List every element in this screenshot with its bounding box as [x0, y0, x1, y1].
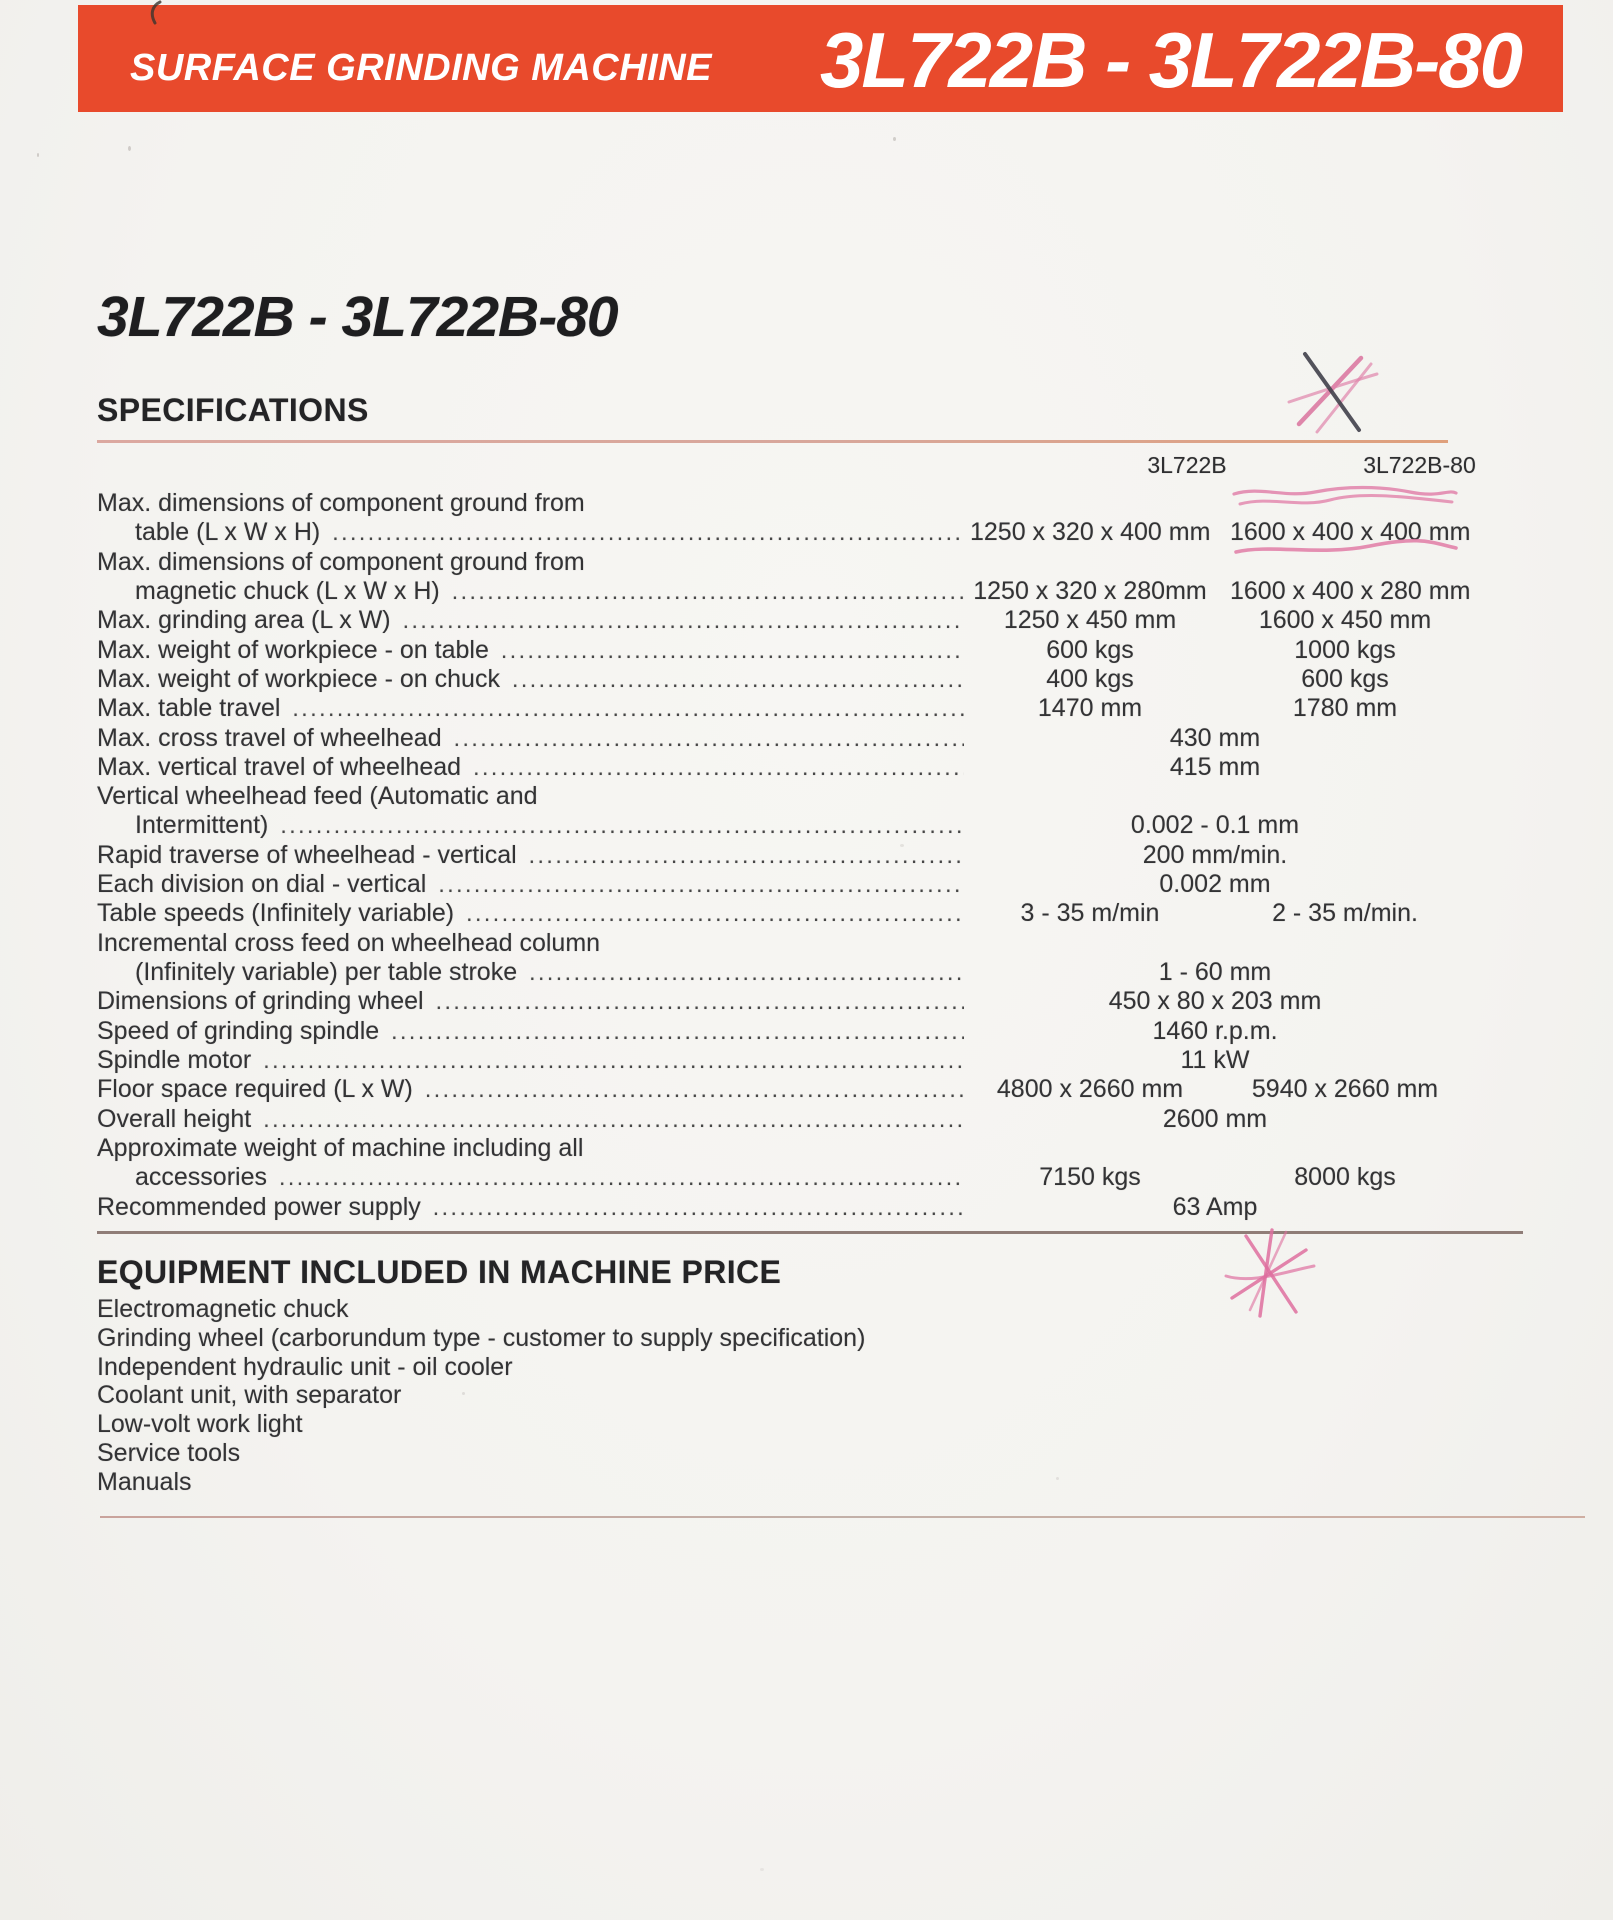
- spec-label: Speed of grinding spindle: [97, 1016, 380, 1045]
- spec-row: [97, 1134, 1460, 1163]
- dot-leader: [425, 1076, 964, 1103]
- equipment-item: Grinding wheel (carborundum type - customer to supply specification): [97, 1323, 866, 1352]
- dot-leader: [501, 637, 964, 664]
- scan-speck: [900, 844, 904, 847]
- spec-row: [97, 1193, 1460, 1222]
- dot-leader: [529, 959, 964, 986]
- spec-value-3l722b: 7150 kgs: [1039, 1163, 1141, 1192]
- spec-label: Approximate weight of machine including all: [97, 1133, 584, 1162]
- spec-value-3l722b-80: 1600 x 400 x 400 mm: [1230, 518, 1471, 547]
- dot-leader: [263, 1106, 964, 1133]
- banner-subtitle: SURFACE GRINDING MACHINE: [130, 47, 713, 89]
- rule-bottom: [100, 1516, 1585, 1518]
- spec-label: Floor space required (L x W): [97, 1075, 413, 1104]
- spec-row: [97, 1163, 1460, 1192]
- spec-label: Table speeds (Infinitely variable): [97, 899, 455, 928]
- dot-leader: [452, 578, 964, 605]
- spec-row: [97, 811, 1460, 840]
- spec-row: [97, 724, 1460, 753]
- dot-leader: [454, 725, 964, 752]
- spec-row: [97, 548, 1460, 577]
- spec-label: Max. vertical travel of wheelhead: [97, 752, 462, 781]
- spec-value-3l722b-80: 1780 mm: [1292, 694, 1398, 723]
- spec-value-shared: 450 x 80 x 203 mm: [1108, 987, 1322, 1016]
- spec-value-3l722b: 400 kgs: [1046, 664, 1134, 693]
- scan-speck: [893, 137, 896, 141]
- spec-row: [97, 753, 1460, 782]
- spec-label: Recommended power supply: [97, 1192, 421, 1221]
- equipment-item: Service tools: [97, 1438, 241, 1467]
- spec-value-shared: 415 mm: [1169, 752, 1261, 781]
- spec-value-shared: 2600 mm: [1162, 1104, 1268, 1133]
- spec-row: [97, 606, 1460, 635]
- spec-row: [97, 870, 1460, 899]
- dot-leader: [263, 1047, 964, 1074]
- scan-speck: [760, 1868, 764, 1871]
- spec-label: Max. weight of workpiece - on table: [97, 635, 489, 664]
- spec-row: [97, 782, 1460, 811]
- spec-label: Max. grinding area (L x W): [97, 606, 391, 635]
- spec-label: Spindle motor: [97, 1045, 252, 1074]
- spec-label: Max. table travel: [97, 694, 281, 723]
- spec-row: [97, 518, 1471, 547]
- spec-row: [97, 899, 1460, 928]
- spec-label: Max. cross travel of wheelhead: [97, 723, 442, 752]
- equipment-heading: EQUIPMENT INCLUDED IN MACHINE PRICE: [97, 1254, 782, 1290]
- spec-value-shared: 200 mm/min.: [1142, 840, 1288, 869]
- spec-row: [97, 694, 1460, 723]
- spec-value-3l722b: 1250 x 320 x 400 mm: [970, 518, 1211, 547]
- spec-row: [97, 636, 1460, 665]
- header-banner: [78, 5, 1563, 112]
- spec-value-3l722b: 600 kgs: [1046, 635, 1134, 664]
- scan-speck: [128, 146, 131, 151]
- spec-value-shared: 63 Amp: [1172, 1192, 1258, 1221]
- spec-row: [97, 987, 1460, 1016]
- dot-leader: [433, 1194, 964, 1221]
- page-title: 3L722B - 3L722B-80: [97, 285, 618, 349]
- equipment-item: Coolant unit, with separator: [97, 1381, 402, 1410]
- dot-leader: [279, 1164, 964, 1191]
- dot-leader: [438, 871, 964, 898]
- banner-model-title: 3L722B - 3L722B-80: [819, 16, 1521, 104]
- spec-value-shared: 0.002 mm: [1159, 870, 1271, 899]
- pen-asterisk-mark: [1222, 1226, 1318, 1322]
- spec-table: [97, 489, 1471, 1222]
- spec-value-3l722b-80: 2 - 35 m/min.: [1272, 899, 1418, 928]
- spec-label: table (L x W x H): [135, 518, 321, 547]
- spec-label: (Infinitely variable) per table stroke: [135, 958, 518, 986]
- spec-value-3l722b-80: 1000 kgs: [1294, 635, 1396, 664]
- spec-row: [97, 489, 1460, 518]
- spec-row: [97, 1105, 1460, 1134]
- spec-label: Max. weight of workpiece - on chuck: [97, 664, 500, 693]
- spec-row: [97, 1017, 1460, 1046]
- dot-leader: [466, 900, 964, 927]
- spec-value-3l722b: 3 - 35 m/min: [1020, 899, 1160, 928]
- spec-value-3l722b-80: 5940 x 2660 mm: [1251, 1075, 1439, 1104]
- spec-label: Dimensions of grinding wheel: [97, 987, 424, 1016]
- spec-label: Vertical wheelhead feed (Automatic and: [97, 782, 538, 811]
- dot-leader: [512, 666, 964, 693]
- spec-row: [97, 665, 1460, 694]
- scan-speck: [37, 153, 39, 157]
- spec-label: Max. dimensions of component ground from: [97, 547, 585, 576]
- dot-leader: [403, 607, 964, 634]
- spec-row: [97, 1075, 1460, 1104]
- equipment-list: [97, 1295, 865, 1497]
- dot-leader: [292, 695, 964, 722]
- scan-speck: [462, 1392, 465, 1395]
- dot-leader: [391, 1018, 964, 1045]
- scan-artifact-hook: [140, 0, 170, 26]
- column-header-3l722b-80: 3L722B-80: [1363, 452, 1476, 478]
- spec-row: [97, 929, 1460, 958]
- spec-label: Incremental cross feed on wheelhead column: [97, 928, 601, 957]
- spec-row: [97, 576, 1471, 606]
- dot-leader: [332, 519, 964, 546]
- spec-row: [97, 1046, 1460, 1075]
- spec-value-shared: 11 kW: [1180, 1045, 1250, 1074]
- spec-value-3l722b: 1470 mm: [1037, 694, 1143, 723]
- spec-value-shared: 1 - 60 mm: [1158, 958, 1272, 986]
- rule-under-specifications: [97, 440, 1448, 443]
- spec-value-shared: 0.002 - 0.1 mm: [1130, 811, 1300, 840]
- spec-label: Intermittent): [135, 811, 269, 840]
- equipment-item: Electromagnetic chuck: [97, 1295, 349, 1323]
- spec-value-3l722b-80: 1600 x 450 mm: [1258, 606, 1432, 635]
- scan-speck: [1056, 1477, 1059, 1480]
- spec-label: Max. dimensions of component ground from: [97, 489, 585, 517]
- dot-leader: [280, 812, 964, 839]
- dot-leader: [436, 988, 964, 1015]
- spec-label: Rapid traverse of wheelhead - vertical: [97, 840, 517, 869]
- equipment-item: Manuals: [97, 1467, 192, 1496]
- spec-value-3l722b-80: 8000 kgs: [1294, 1163, 1396, 1192]
- spec-label: magnetic chuck (L x W x H): [135, 576, 440, 605]
- spec-value-3l722b: 1250 x 450 mm: [1003, 606, 1177, 635]
- spec-label: accessories: [135, 1163, 267, 1192]
- spec-row: [97, 958, 1460, 987]
- spec-label: Overall height: [97, 1104, 252, 1133]
- spec-row: [97, 841, 1460, 870]
- equipment-item: Independent hydraulic unit - oil cooler: [97, 1352, 513, 1381]
- spec-value-shared: 430 mm: [1169, 723, 1261, 752]
- spec-value-3l722b: 1250 x 320 x 280mm: [973, 576, 1207, 605]
- dot-leader: [529, 842, 964, 869]
- specifications-heading: SPECIFICATIONS: [97, 392, 369, 428]
- dot-leader: [473, 754, 964, 781]
- rule-above-equipment: [97, 1231, 1523, 1234]
- column-header-3l722b: 3L722B: [1147, 452, 1227, 478]
- equipment-item: Low-volt work light: [97, 1410, 303, 1439]
- pen-x-crossout-mark: [1283, 350, 1383, 438]
- spec-value-shared: 1460 r.p.m.: [1152, 1016, 1278, 1045]
- spec-value-3l722b-80: 600 kgs: [1301, 664, 1389, 693]
- spec-label: Each division on dial - vertical: [97, 870, 427, 899]
- spec-value-3l722b: 4800 x 2660 mm: [996, 1075, 1184, 1104]
- spec-value-3l722b-80: 1600 x 400 x 280 mm: [1230, 576, 1471, 605]
